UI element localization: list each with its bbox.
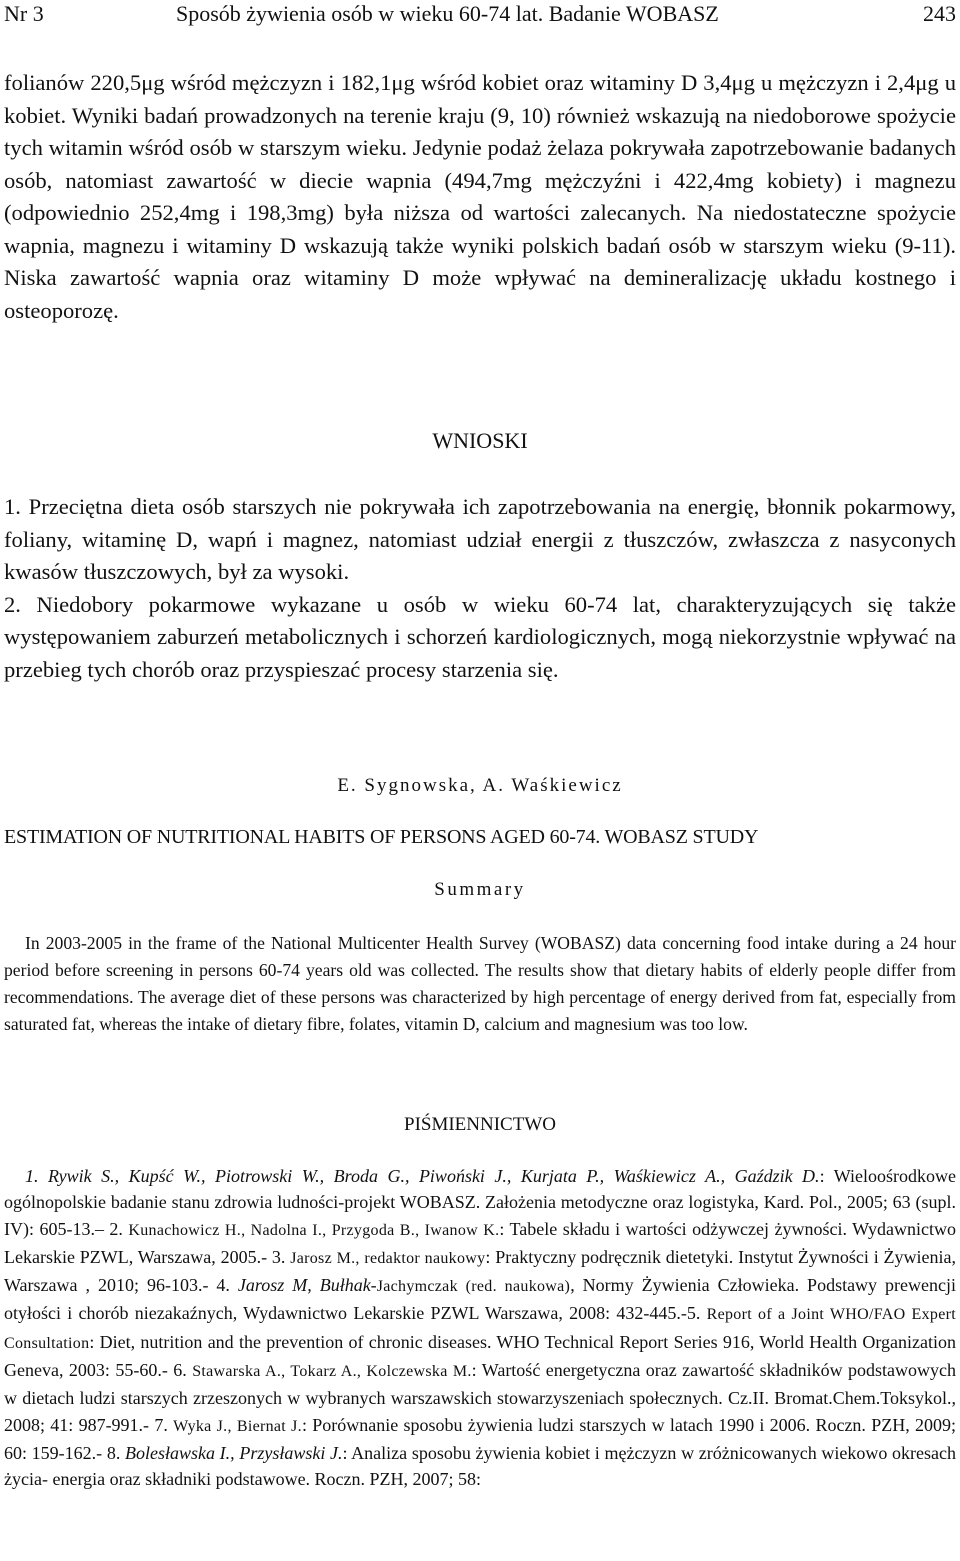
ref-2-text: : Tabele składu i wartości odżywczej żywności. Wydawnictwo Lekarskie PZWL, Warszawa, 2005.- 3. — [4, 1218, 957, 1267]
ref-3-text: : Praktyczny podręcznik dietetyki. Instytut Żywności i Żywienia, Warszawa , 2010; 96-103.- 4. — [4, 1246, 957, 1296]
english-authors: E. Sygnowska, A. Waśkiewicz — [337, 775, 623, 796]
references-heading: PIŚMIENNICTWO — [404, 1114, 556, 1135]
ref-6-text: : Wartość energetyczna oraz zawartość składników podstawowych w dietach ludzi starszych zrzeszonych w wybranych warszawskich stowarzyszeniach społecznych. Cz.II. Bromat.Chem.Toksykol., 2008; 41: 987-991.- 7. — [4, 1360, 956, 1435]
ref-1-text: : Wieloośrodkowe ogólnopolskie badanie stanu zdrowia ludności-projekt WOBASZ. Założenia metodyczne oraz logistyka, Kard. Pol., 2005; 63 (supl. IV): 605-13.– 2. — [4, 1166, 956, 1239]
summary-heading: Summary — [434, 879, 526, 900]
summary-paragraph: In 2003-2005 in the frame of the National Multicenter Health Survey (WOBASZ) data concerning food intake during a 24 hour period before screening in persons 60-74 years old was collected. The results show that dietary habits of elderly people differ from recommendations. The average diet of these persons was characterized by high percentage of energy derived from fat, especially from saturated fat, whereas the intake of dietary fibre, folates, vitamin D, calcium and magnesium was too low. — [4, 933, 956, 1034]
conclusions-list — [4, 491, 956, 686]
ref-8-text: : Analiza sposobu żywienia kobiet i mężczyzn w zróżnicowanych wiekowo okresach życia- energia oraz składniki podstawowe. Roczn. PZH, 2007; 58: — [4, 1442, 956, 1490]
ref-1-authors: 1. Rywik S., Kupść W., Piotrowski W., Broda G., Piwoński J., Kurjata P., Waśkiewicz A., Gaździk D. — [25, 1166, 820, 1186]
ref-6-authors: Stawarska A., Tokarz A., Kolczewska M. — [192, 1363, 472, 1381]
references-paragraph — [4, 1163, 956, 1493]
running-title: Sposób żywienia osób w wieku 60-74 lat. Badanie WOBASZ — [176, 1, 719, 26]
discussion-paragraph: folianów 220,5μg wśród mężczyzn i 182,1μg wśród kobiet oraz witaminy D 3,4μg u mężczyzn i 2,4μg u kobiet. Wyniki badań prowadzonych na terenie kraju (9, 10) również wskazują na niedoborowe spożycie tych witamin wśród osób w starszym wieku. Jedynie podaż żelaza pokrywała zapotrzebowanie badanych osób, natomiast zawartość w diecie wapnia (494,7mg mężczyźni i 422,4mg kobiety) i magnezu (odpowiednio 252,4mg i 198,3mg) była niższa od wartości zalecanych. Na niedostateczne spożycie wapnia, magnezu i witaminy D wskazują także wyniki polskich badań osób w starszym wieku (9-11). Niska zawartość wapnia oraz witaminy D może wpływać na demineralizację układu kostnego i osteoporozę. — [4, 70, 956, 323]
ref-5-authors: Report of a Joint WHO/FAO Expert Consultation — [4, 1306, 956, 1352]
summary-section — [4, 930, 956, 1038]
english-title: ESTIMATION OF NUTRITIONAL HABITS OF PERSONS AGED 60-74. WOBASZ STUDY — [4, 826, 759, 848]
ref-4-authors-italic: Jarosz M, Bułhak- — [237, 1275, 377, 1296]
ref-4-authors: Jachymczak (red. naukowa) — [376, 1278, 571, 1296]
ref-4-text: , Normy Żywienia Człowieka. Podstawy prewencji otyłości i chorób niezakaźnych, Wydawnictwo Lekarskie PZWL Warszawa, 2008: 432-445.-5. — [4, 1275, 957, 1324]
ref-3-authors: Jarosz M., redaktor naukowy — [290, 1249, 486, 1267]
ref-7-authors: Wyka J., Biernat J. — [173, 1417, 302, 1435]
conclusions-heading: WNIOSKI — [432, 428, 528, 453]
ref-2-authors: Kunachowicz H., Nadolna I., Przygoda B., Iwanow K. — [128, 1221, 500, 1239]
ref-7-text: : Porównanie sposobu żywienia ludzi starszych w latach 1990 i 2006. Roczn. PZH, 2009; 60: 159-162.- 8. — [4, 1414, 957, 1463]
issue-number: Nr 3 — [4, 1, 44, 26]
discussion-section — [4, 67, 956, 327]
ref-8-authors: Bolesławska I., Przysławski J. — [125, 1442, 343, 1463]
references-list — [4, 1163, 956, 1493]
running-header — [4, 0, 956, 30]
page-number: 243 — [923, 1, 956, 26]
ref-5-text: : Diet, nutrition and the prevention of chronic diseases. WHO Technical Report Series 916, World Health Organization Geneva, 2003: 55-60.- 6. — [4, 1331, 956, 1381]
conclusion-item: 1. Przeciętna dieta osób starszych nie pokrywała ich zapotrzebowania na energię, błonnik pokarmowy, foliany, witaminę D, wapń i magnez, natomiast udział energii z tłuszczów, zwłaszcza z nasyconych kwasów tłuszczowych, był za wysoki. — [4, 494, 956, 584]
conclusion-item: 2. Niedobory pokarmowe wykazane u osób w wieku 60-74 lat, charakteryzujących się także występowaniem zaburzeń metabolicznych i schorzeń kardiologicznych, mogą niekorzystnie wpływać na przebieg tych chorób oraz przyspieszać procesy starzenia się. — [4, 591, 956, 682]
